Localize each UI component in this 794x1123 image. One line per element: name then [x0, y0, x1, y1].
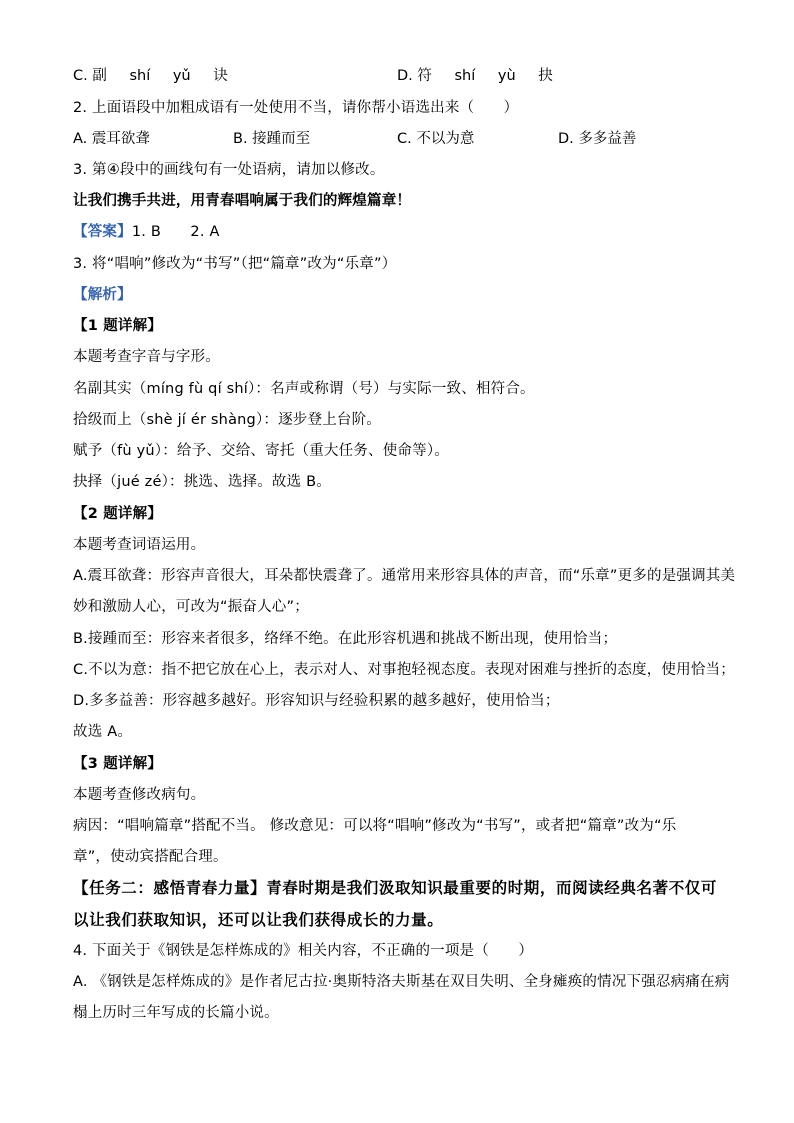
- answer-line-1: 【答案】1. B 2. A: [73, 224, 220, 240]
- detail-2-line: C.不以为意：指不把它放在心上，表示对人、对事抱轻视态度。表现对困难与挫折的态度，使用恰当；: [73, 662, 735, 678]
- detail-3-line: 本题考查修改病句。: [73, 787, 206, 803]
- detail-1-line: 名副其实（míng fù qí shí）：名声或称谓（号）与实际一致、相符合。: [73, 381, 535, 397]
- q3-sentence: 让我们携手共进，用青春唱响属于我们的辉煌篇章！: [73, 193, 412, 209]
- detail-1-line: 赋予（fù yǔ）：给予、交给、寄托（重大任务、使命等）。: [73, 443, 449, 459]
- q2-option-b: B. 接踵而至: [233, 131, 311, 147]
- q4-stem: 4. 下面关于《钢铁是怎样炼成的》相关内容，不正确的一项是（ ）: [73, 943, 534, 959]
- q2-stem: 2. 上面语段中加粗成语有一处使用不当，请你帮小语选出来（ ）: [73, 100, 519, 116]
- answer-label: 【答案】: [73, 224, 132, 240]
- q2-option-a: A. 震耳欲聋: [73, 131, 150, 147]
- detail-2-line: A.震耳欲聋：形容声音很大，耳朵都快震聋了。通常用来形容具体的声音，而“乐章”更多的是强调其美: [73, 568, 736, 584]
- detail-3-line: 章”，使动宾搭配合理。: [73, 849, 228, 865]
- detail-2-line: B.接踵而至：形容来者很多，络绎不绝。在此形容机遇和挑战不断出现，使用恰当；: [73, 631, 618, 647]
- detail-1-title: 【1 题详解】: [73, 318, 163, 334]
- detail-2-line: D.多多益善：形容越多越好。形容知识与经验积累的越多越好，使用恰当；: [73, 693, 560, 709]
- answer-line-2: 3. 将“唱响”修改为“书写”（把“篇章”改为“乐章”）: [73, 256, 397, 272]
- detail-1-line: 抉择（jué zé）：挑选、选择。故选 B。: [73, 474, 331, 490]
- q4-option-a-line-2: 榻上历时三年写成的长篇小说。: [73, 1005, 279, 1021]
- q2-option-d: D. 多多益善: [558, 131, 637, 147]
- task-2-line-1: 【任务二：感悟青春力量】青春时期是我们汲取知识最重要的时期，而阅读经典名著不仅可: [73, 879, 718, 897]
- analysis-label: 【解析】: [73, 287, 132, 303]
- q1-option-d: D. 符 shí yù 抉: [397, 68, 553, 84]
- detail-1-line: 本题考查字音与字形。: [73, 349, 220, 365]
- detail-3-title: 【3 题详解】: [73, 756, 163, 772]
- task-2-line-2: 以让我们获取知识，还可以让我们获得成长的力量。: [73, 911, 444, 929]
- detail-3-line: 病因：“唱响篇章”搭配不当。 修改意见：可以将“唱响”修改为“书写”，或者把“篇章”改为“乐: [73, 818, 677, 834]
- detail-2-line: 本题考查词语运用。: [73, 537, 206, 553]
- q4-option-a-line-1: A. 《钢铁是怎样炼成的》是作者尼古拉·奥斯特洛夫斯基在双目失明、全身瘫痪的情况下强忍病痛在病: [73, 974, 730, 990]
- detail-2-line: 妙和激励人心，可改为“振奋人心”；: [73, 599, 309, 615]
- detail-1-line: 拾级而上（shè jí ér shàng）：逐步登上台阶。: [73, 412, 382, 428]
- detail-2-title: 【2 题详解】: [73, 506, 163, 522]
- q2-option-c: C. 不以为意: [397, 131, 475, 147]
- q3-stem: 3. 第④段中的画线句有一处语病，请加以修改。: [73, 162, 385, 178]
- q1-option-c: C. 副 shí yǔ 诀: [73, 68, 228, 84]
- detail-2-line: 故选 A。: [73, 724, 133, 740]
